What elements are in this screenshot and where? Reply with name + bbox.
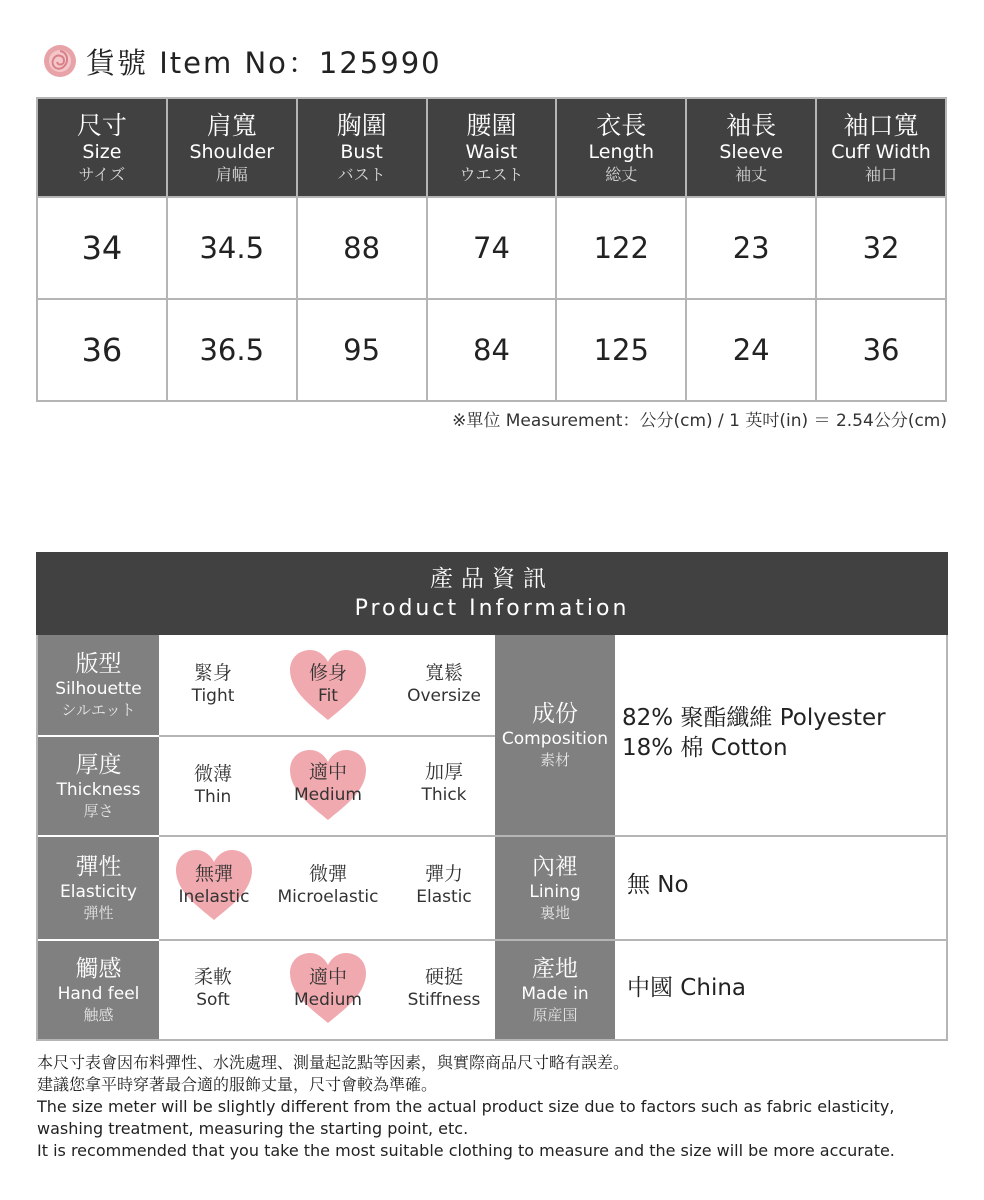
col-size: 尺寸 Size サイズ — [37, 98, 167, 197]
divider — [159, 735, 495, 737]
thickness-option-medium: 適中 Medium — [294, 761, 362, 805]
table-cell: 23 — [686, 197, 816, 299]
thickness-option-thick: 加厚 Thick — [421, 761, 467, 805]
elasticity-option-microelastic: 微彈 Microelastic — [277, 863, 379, 907]
table-cell: 125 — [556, 299, 686, 401]
size-disclaimer — [37, 1052, 949, 1162]
table-cell: 34 — [37, 197, 167, 299]
table-cell: 24 — [686, 299, 816, 401]
table-cell: 84 — [427, 299, 557, 401]
table-cell: 36 — [37, 299, 167, 401]
table-cell: 36.5 — [167, 299, 297, 401]
hand-feel-option-stiffness: 硬挺 Stiffness — [407, 966, 481, 1010]
silhouette-option-fit: 修身 Fit — [308, 662, 347, 706]
table-row — [37, 197, 946, 299]
col-shoulder: 肩寬 Shoulder 肩幅 — [167, 98, 297, 197]
made-in-label: 產地 Made in 原産国 — [495, 941, 615, 1039]
product-info-title-zh: 產品資訊 — [430, 566, 554, 592]
thickness-label: 厚度 Thickness 厚さ — [38, 737, 159, 835]
hand-feel-option-soft: 柔軟 Soft — [193, 966, 232, 1010]
elasticity-option-inelastic: 無彈 Inelastic — [178, 863, 250, 907]
table-cell: 32 — [816, 197, 946, 299]
measurement-note: ※單位 Measurement：公分(cm) / 1 英吋(in) ＝ 2.54公分(cm) — [452, 411, 947, 431]
lining-label: 內裡 Lining 裏地 — [495, 837, 615, 939]
composition-label: 成份 Composition 素材 — [495, 635, 615, 835]
table-cell: 122 — [556, 197, 686, 299]
table-row — [37, 299, 946, 401]
col-sleeve: 袖長 Sleeve 袖丈 — [686, 98, 816, 197]
product-info-title-en: Product Information — [354, 596, 630, 621]
product-info-panel — [36, 635, 948, 1041]
hand-feel-label: 觸感 Hand feel 触感 — [38, 941, 159, 1039]
silhouette-label: 版型 Silhouette シルエット — [38, 635, 159, 735]
disclaimer-zh-2: 建議您拿平時穿著最合適的服飾丈量，尺寸會較為準確。 — [37, 1075, 438, 1094]
elasticity-option-elastic: 彈力 Elastic — [416, 863, 472, 907]
col-cuff-width: 袖口寬 Cuff Width 袖口 — [816, 98, 946, 197]
item-number-title: 貨號 Item No：125990 — [86, 45, 442, 80]
col-waist: 腰圍 Waist ウエスト — [427, 98, 557, 197]
composition-value-1: 82% 聚酯纖維 Polyester — [622, 705, 886, 731]
elasticity-label: 彈性 Elasticity 弾性 — [38, 837, 159, 939]
table-cell: 88 — [297, 197, 427, 299]
divider — [159, 939, 948, 941]
lining-value: 無 No — [627, 872, 689, 898]
item-header — [42, 42, 442, 80]
thickness-option-thin: 微薄 Thin — [193, 763, 232, 807]
disclaimer-en-1: The size meter will be slightly different from the actual product size due to factors such as fabric elasticity, — [37, 1097, 895, 1116]
table-cell: 95 — [297, 299, 427, 401]
divider — [159, 835, 948, 837]
size-table-header — [37, 98, 946, 197]
disclaimer-en-3: It is recommended that you take the most suitable clothing to measure and the size will be more accurate. — [37, 1141, 895, 1160]
table-cell: 34.5 — [167, 197, 297, 299]
rose-icon — [42, 43, 78, 79]
col-bust: 胸圍 Bust バスト — [297, 98, 427, 197]
disclaimer-zh-1: 本尺寸表會因布料彈性、水洗處理、測量起訖點等因素，與實際商品尺寸略有誤差。 — [37, 1053, 630, 1072]
product-info-header — [36, 552, 948, 635]
table-cell: 74 — [427, 197, 557, 299]
composition-value-2: 18% 棉 Cotton — [622, 735, 788, 761]
hand-feel-option-medium: 適中 Medium — [294, 966, 362, 1010]
disclaimer-en-2: washing treatment, measuring the starting point, etc. — [37, 1119, 469, 1138]
col-length: 衣長 Length 総丈 — [556, 98, 686, 197]
silhouette-option-oversize: 寬鬆 Oversize — [407, 662, 481, 706]
size-table — [36, 97, 947, 402]
made-in-value: 中國 China — [627, 975, 747, 1001]
table-cell: 36 — [816, 299, 946, 401]
silhouette-option-tight: 緊身 Tight — [191, 662, 235, 706]
